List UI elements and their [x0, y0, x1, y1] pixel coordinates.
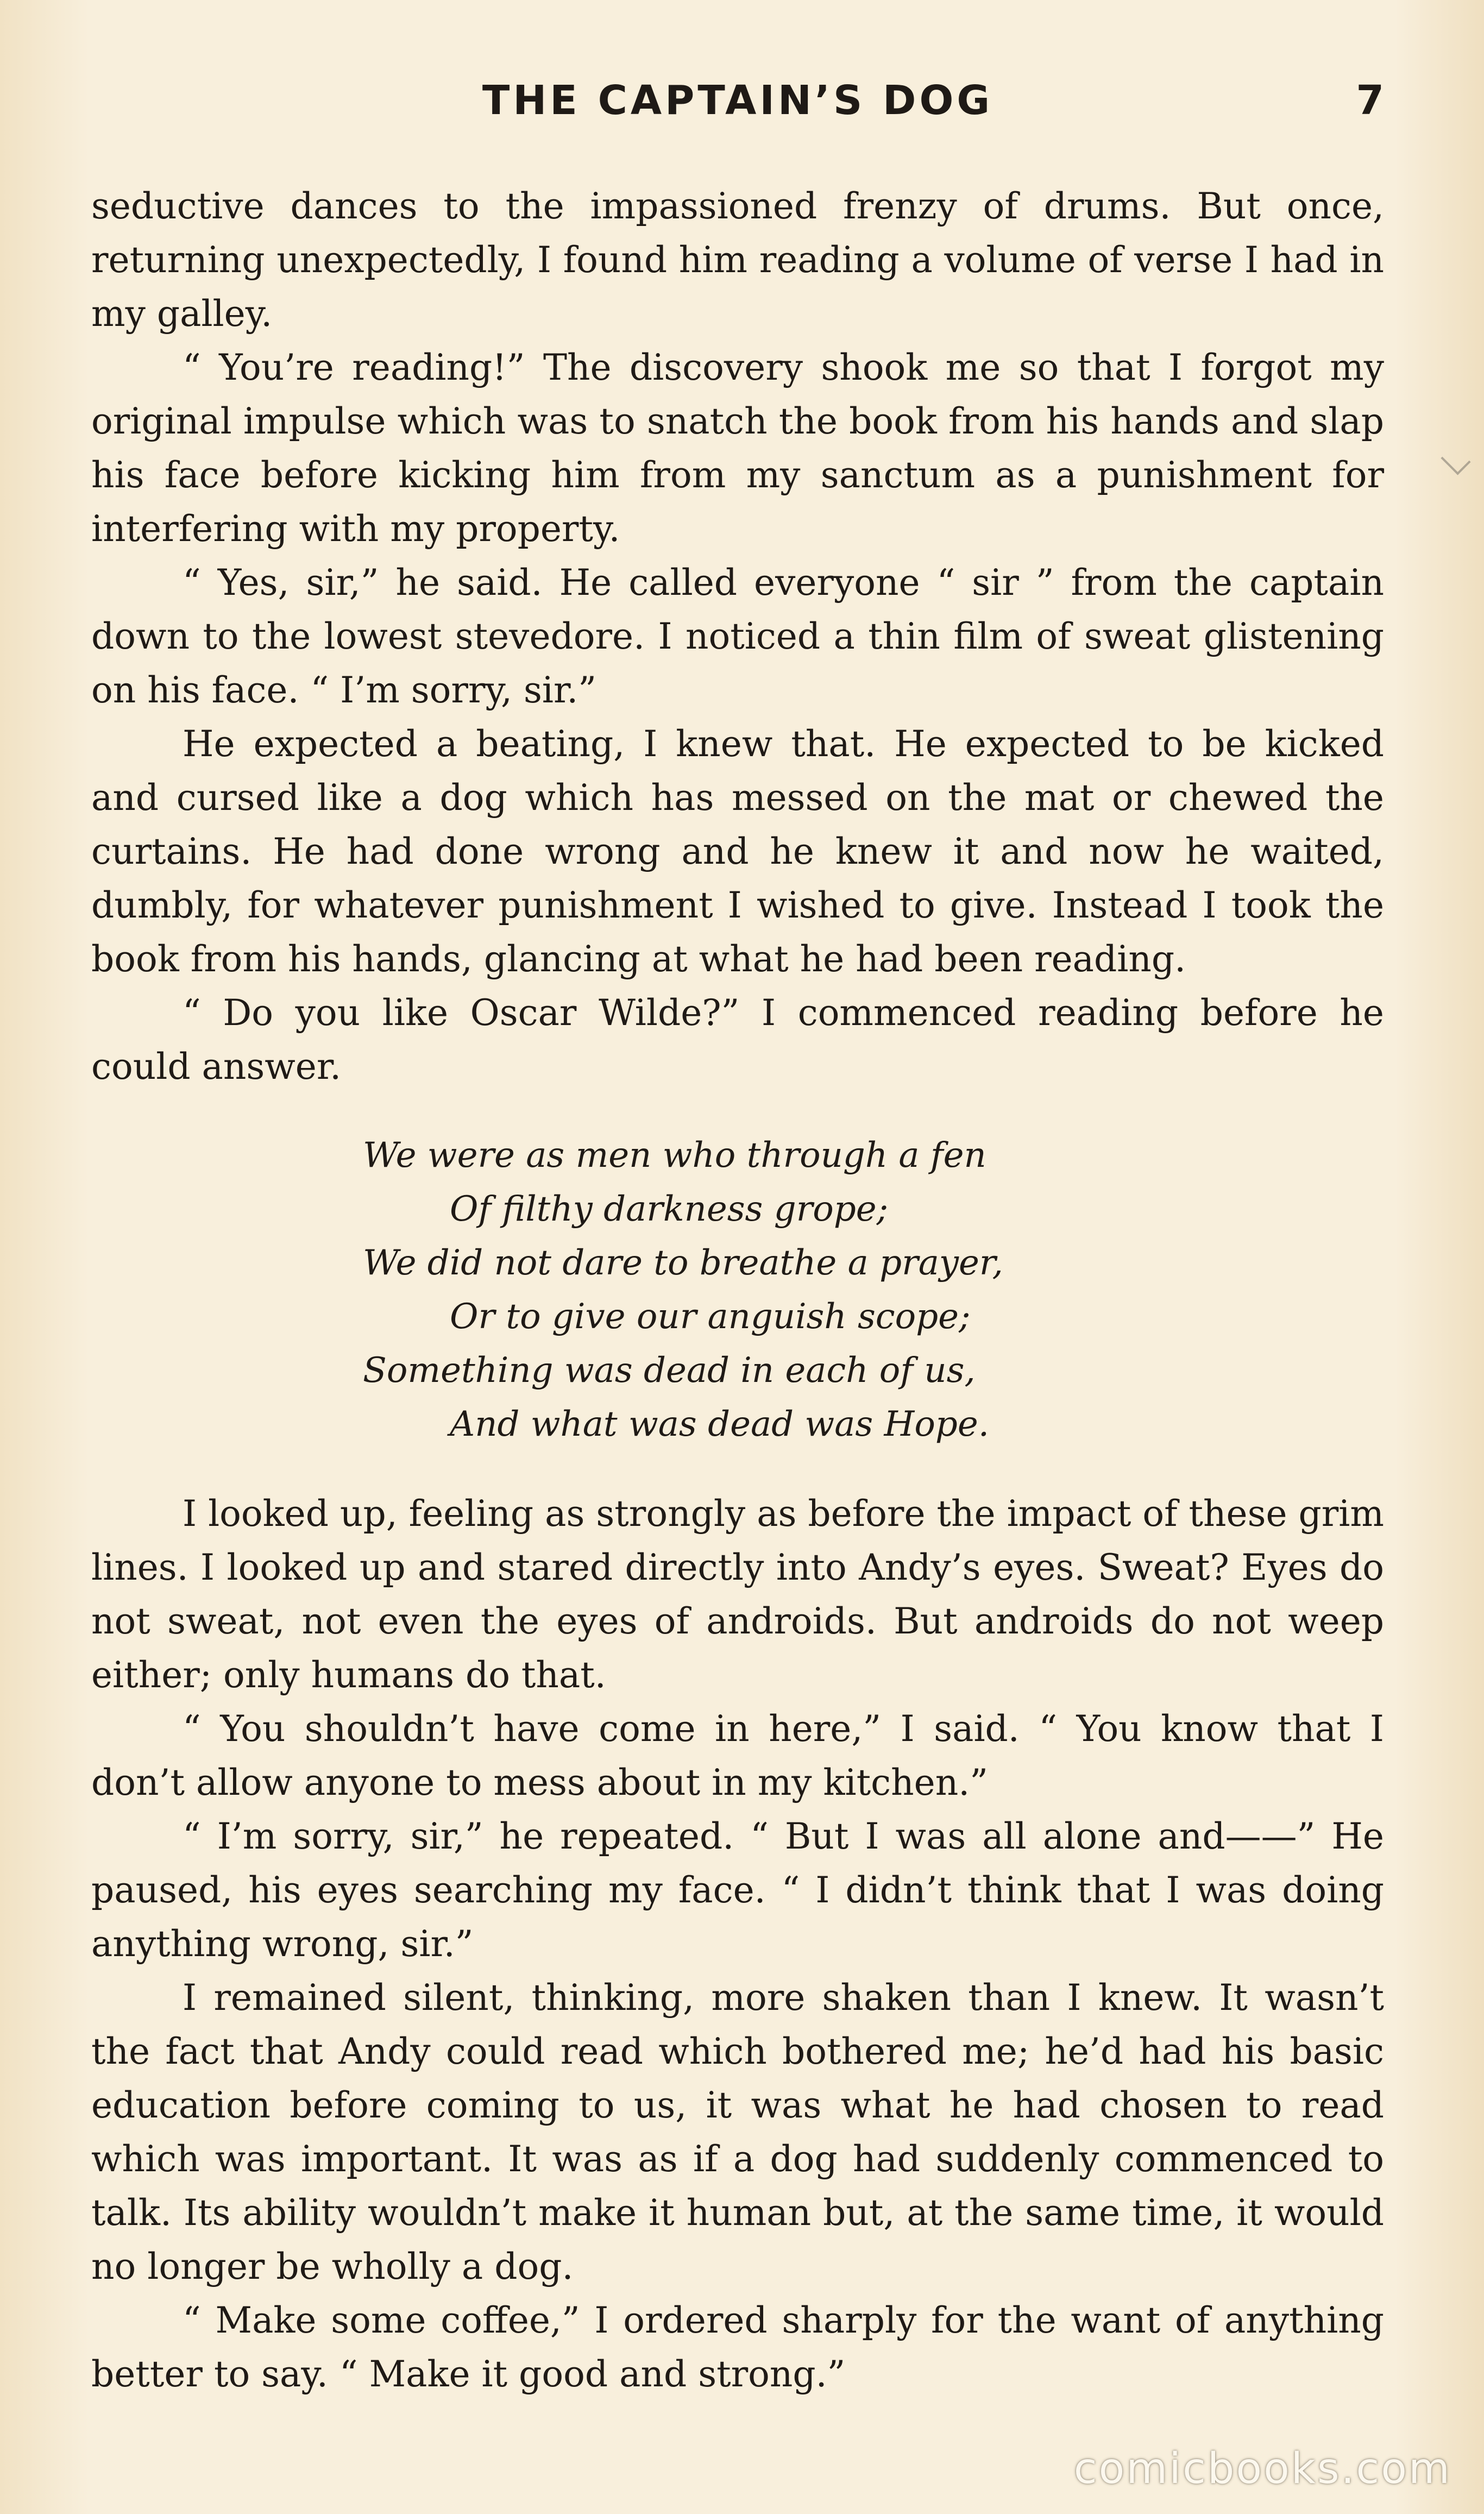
paragraph: “ You shouldn’t have come in here,” I said. “ You know that I don’t allow anyone to mess about in my kitchen.” — [91, 1708, 1384, 1803]
watermark: comicbooks.com — [1073, 2444, 1451, 2493]
paragraph: “ Yes, sir,” he said. He called everyone “ sir ” from the captain down to the lowest stevedore. I noticed a thin film of sweat glistening on his face. “ I’m sorry, sir.” — [91, 562, 1384, 711]
verse-line: We did not dare to breathe a prayer, — [363, 1243, 1003, 1283]
page-header — [91, 77, 1384, 137]
verse-line: We were as men who through a fen — [363, 1135, 986, 1176]
paragraph: “ Do you like Oscar Wilde?” I commenced reading before he could answer. — [91, 992, 1384, 1088]
paragraph: He expected a beating, I knew that. He expected to be kicked and cursed like a dog which has messed on the mat or chewed the curtains. He had done wrong and he knew it and now he waited, dumbly, for whatever punishment I wished to give. Instead I took the book from his hands, glancing at what he had been reading. — [91, 723, 1384, 980]
pencil-mark — [1441, 445, 1470, 475]
body-text — [91, 179, 1384, 2401]
paragraph: I remained silent, thinking, more shaken than I knew. It wasn’t the fact that Andy could read which bothered me; he’d had his basic education before coming to us, it was what he had chosen to read which was important. It was as if a dog had suddenly commenced to talk. Its ability wouldn’t make it human but, at the same time, it would no longer be wholly a dog. — [91, 1977, 1384, 2287]
running-title: THE CAPTAIN’S DOG — [482, 77, 993, 124]
verse-line: Or to give our anguish scope; — [450, 1297, 971, 1337]
paragraph: “ Make some coffee,” I ordered sharply for the want of anything better to say. “ Make it good and strong.” — [91, 2299, 1384, 2395]
paragraph: I looked up, feeling as strongly as before the impact of these grim lines. I looked up and stared directly into Andy’s eyes. Sweat? Eyes do not sweat, not even the eyes of androids. But androids do not weep either; only humans do that. — [91, 1493, 1384, 1696]
paragraph: “ I’m sorry, sir,” he repeated. “ But I was all alone and——” He paused, his eyes searching my face. “ I didn’t think that I was doing anything wrong, sir.” — [91, 1815, 1384, 1965]
verse-line: Of filthy darkness grope; — [450, 1189, 889, 1229]
paragraph: “ You’re reading!” The discovery shook me so that I forgot my original impulse which was to snatch the book from his hands and slap his face before kicking him from my sanctum as a punishment for interfering with my property. — [91, 347, 1384, 550]
paragraph: seductive dances to the impassioned frenzy of drums. But once, returning unexpectedly, I found him reading a volume of verse I had in my galley. — [91, 185, 1384, 335]
page-number: 7 — [1356, 77, 1384, 124]
verse-line: Something was dead in each of us, — [363, 1350, 976, 1391]
verse-quote — [91, 1129, 1384, 1451]
verse-line: And what was dead was Hope. — [450, 1404, 990, 1444]
